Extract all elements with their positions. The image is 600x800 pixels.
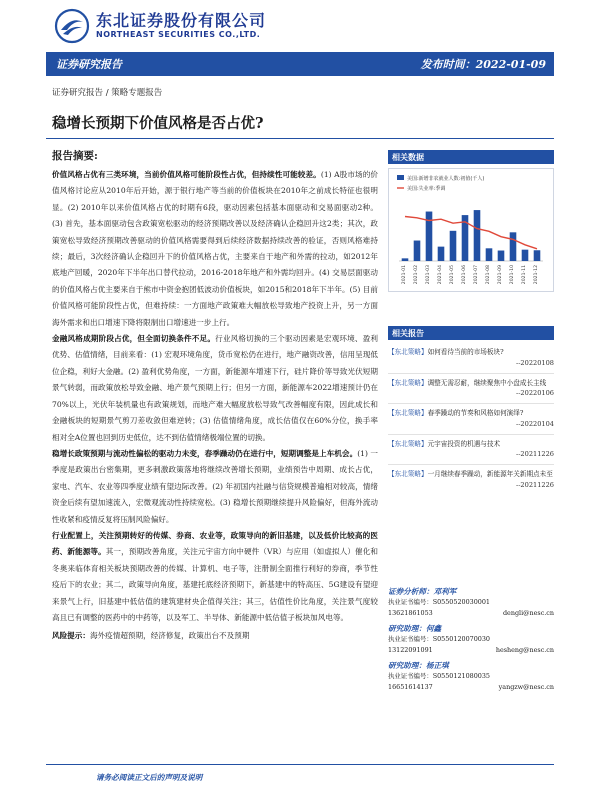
report-date: --20220108	[515, 358, 554, 367]
company-logo	[54, 6, 314, 46]
report-type-label: 证券研究报告	[56, 58, 122, 71]
chart-bar	[438, 247, 445, 261]
report-date: --20220104	[515, 419, 554, 428]
page-title: 稳增长预期下价值风格是否占优?	[52, 115, 264, 132]
footer-divider	[46, 764, 554, 765]
report-tag: 【东北策略】	[388, 409, 428, 417]
report-title: 春季躁动的节奏和风格如何演绎?	[427, 409, 524, 417]
legend-label-line: 美国:失业率:季调	[407, 186, 446, 192]
chart-tick-label: 2021-01	[402, 265, 407, 285]
chart-bar	[414, 241, 421, 261]
summary-body	[52, 167, 378, 626]
summary-p4-lead: 行业配置上，关注预期转好的传媒、券商、农业等，政策导向的新旧基建，以及低价比较高的医药、新能源等。	[52, 530, 378, 557]
analyst-email[interactable]: dengli@nesc.cn	[502, 609, 554, 617]
chart-bar	[402, 258, 409, 261]
report-tag: 【东北策略】	[388, 470, 428, 478]
analyst-info	[388, 582, 554, 693]
analyst-phone: 16651614137	[388, 683, 433, 691]
chart-tick-label: 2021-04	[438, 265, 443, 285]
chart-bar	[534, 250, 541, 261]
summary-p1-lead: 价值风格占优有三类环境，当前价值风格可能阶段性占优，但持续性可能较差。	[52, 170, 321, 179]
report-item[interactable]	[388, 403, 554, 420]
summary-p2-text: 行业风格切换的三个驱动因素是宏观环境、盈利优势、估值情绪，目前来看：(1) 宏观环境角度，货币宽松仍在进行，地产融资改善，信用呈现低位企稳，利好大金融。(2) 盈利优势角度，一方面，新能源车增速下行，硅片降价等导致光伏短期景气转弱，而政策放松导致金融、地产景气预期上行；但另一方面，新能源车2022增速预计仍在70%以上，光伏年装机量也有政策规划，而地产难大幅度放松导致气改善幅度有限，因此成长和金融板块的短期景气剪刀差收敛但难逆转；(3) 估值情绪角度，成长估值仅在60%分位，换手率相对全A位置也回到历史低位，达不到估值情绪极端位置的切换。	[52, 334, 379, 442]
license-label: 执业证书编号：	[388, 672, 433, 680]
report-title: 元宇宙投资的机遇与技术	[427, 439, 501, 448]
chart-bar	[522, 250, 529, 261]
chart-bar	[474, 210, 481, 261]
chart-series-line	[405, 217, 537, 249]
license-number: S0550120070030	[432, 635, 490, 643]
report-title: 如何看待当前的市场板块?	[427, 348, 504, 356]
risk-text: 海外疫情超预期，经济修复，政策出台不及预期	[89, 631, 250, 641]
related-data-chart	[388, 168, 554, 292]
license-number: S0550520030001	[432, 598, 490, 606]
chart-bar	[510, 232, 517, 261]
related-data-heading: 相关数据	[388, 150, 554, 164]
chart-bar	[450, 231, 457, 261]
chart-svg	[389, 169, 553, 291]
report-summary	[52, 148, 378, 644]
header-bar	[46, 52, 554, 76]
publish-date: 发布时间：2022-01-09	[420, 58, 546, 71]
chart-bar	[486, 248, 493, 261]
chart-tick-label: 2021-07	[474, 265, 479, 285]
summary-p4-text: 其一，预期改善角度，关注元宇宙方向中硬件（VR）与应用（如虚拟人）催化和冬奥来临体育相关板块预期改善的传媒、计算机、电子等，注册制全面推行利好的券商，季节性疫后下的农业；其二，政策导向角度，基建托底经济预期下，新基建中的特高压、5G建设有望迎来景气上行，旧基建中低估值的建筑建材央企值得关注；其三，估值性价比角度，关注景气度较高且已有调整的医药中的中药等，以及军工、半导体、新能源中低估值子板块加风电等。	[52, 547, 378, 622]
report-tag: 【东北策略】	[388, 378, 428, 387]
title-divider	[46, 138, 554, 139]
chart-tick-label: 2021-12	[534, 265, 539, 285]
report-item[interactable]	[388, 434, 554, 451]
analyst-email[interactable]: yangzw@nesc.cn	[498, 683, 554, 691]
risk-warning	[52, 628, 378, 644]
report-date: --20211226	[515, 450, 554, 458]
summary-p1-text: (1) A股市场的价值风格讨论应从2010年后开始，源于银行地产等当前的价值板块在2010年之前成长特征也很明显。(2) 2010年以来价值风格占优的时期有6段，驱动因素包括基本面驱动和交易面驱动2种。(3) 首先，基本面驱动包含政策宽松驱动的经济预期改善以及经济确认企稳回升这2类；其次，政策宽松导致经济预期改善驱动的价值风格需要得到后续经济数据持续改善的验证，否则风格难持续；最后，3次经济确认企稳回升下的价值风格占优，主要来自于地产和外需的拉动，如2012年底地产回暖，2020年下半年出口替代拉动，2016-2018年地产和外需均回升。(4) 交易层面驱动的价值风格占优主要来自于熊市中资金抱团低波动价值板块，如2015和2018年下半年。(5) 目前价值风格可能阶段性占优，但难持续：一方面地产政策难大幅放松导致地产投资上升，另一方面海外需求和出口增速下降将限制出口增速进一步上行。	[52, 170, 379, 327]
analyst-role: 研究助理：何鑫	[388, 624, 442, 633]
company-emblem-icon	[54, 8, 90, 44]
license-number: S0550121080035	[432, 672, 490, 680]
company-name-cn: 东北证券股份有限公司	[96, 11, 267, 30]
analyst-phone: 13621861053	[388, 609, 433, 617]
report-date: --20220106	[515, 389, 554, 397]
license-label: 执业证书编号：	[388, 635, 433, 643]
chart-tick-label: 2021-10	[510, 265, 515, 285]
license-label: 执业证书编号：	[388, 598, 433, 606]
chart-tick-label: 2021-02	[414, 265, 419, 285]
chart-tick-label: 2021-05	[450, 265, 455, 285]
summary-p2-lead: 金融风格成期阶段占优，但全面切换条件不足。	[52, 334, 216, 344]
report-title: 一月继续春季躁动，新能源年关新期点未至	[427, 470, 553, 478]
analyst-block	[388, 660, 554, 693]
chart-bar	[426, 212, 433, 261]
report-tag: 【东北策略】	[388, 439, 428, 448]
report-item[interactable]	[388, 464, 554, 481]
chart-tick-label: 2021-09	[498, 265, 503, 285]
summary-p3-lead: 稳增长政策预期与流动性偏松的驱动力未变，春季躁动仍在进行中，短期调整是上车机会。	[52, 448, 358, 458]
analyst-block	[388, 586, 554, 619]
breadcrumb: 证券研究报告 / 策略专题报告	[52, 88, 163, 98]
chart-bar	[498, 251, 505, 261]
chart-tick-label: 2021-03	[426, 265, 431, 285]
report-date: --20211226	[515, 480, 554, 489]
summary-p3-text: (1) 一季度是政策出台密集期，更多刺激政策落地将继续改善增长预期，业绩预告中周期、成长占优，家电、汽车、农业等四季度业绩有望边际改善。(2) 年初国内社融与信贷规模普遍相对较高，情绪资金后续有望加速流入，宏微观流动性持续宽松。(3) 稳增长预期继续提升风险偏好，但海外流动性收紧和疫情反复将压制风险偏好。	[52, 448, 379, 524]
analyst-phone: 13122091091	[388, 646, 433, 654]
related-reports-list	[388, 346, 554, 495]
legend-label-bar: 美国:新增非农就业人数:初值(千人)	[407, 176, 485, 182]
chart-tick-label: 2021-06	[462, 265, 467, 285]
chart-tick-label: 2021-11	[522, 265, 527, 285]
risk-label: 风险提示：	[52, 631, 90, 641]
related-reports-heading: 相关报告	[388, 326, 554, 340]
report-title: 调整无需忍耐，继续聚焦中小盘成长主线	[427, 378, 547, 387]
summary-heading: 报告摘要:	[52, 150, 98, 162]
company-name-en: NORTHEAST SECURITIES CO.,LTD.	[96, 30, 261, 39]
analyst-block	[388, 623, 554, 656]
chart-tick-label: 2021-08	[486, 265, 491, 285]
report-tag: 【东北策略】	[388, 348, 428, 356]
report-item[interactable]	[388, 346, 554, 359]
footer-disclaimer[interactable]: 请务必阅读正文后的声明及说明	[96, 773, 203, 782]
analyst-role: 证券分析师：邓利军	[388, 587, 457, 596]
legend-swatch-bar	[397, 175, 404, 180]
analyst-role: 研究助理：杨正琪	[388, 661, 449, 670]
analyst-email[interactable]: hesheng@nesc.cn	[495, 646, 554, 654]
report-item[interactable]	[388, 373, 554, 390]
